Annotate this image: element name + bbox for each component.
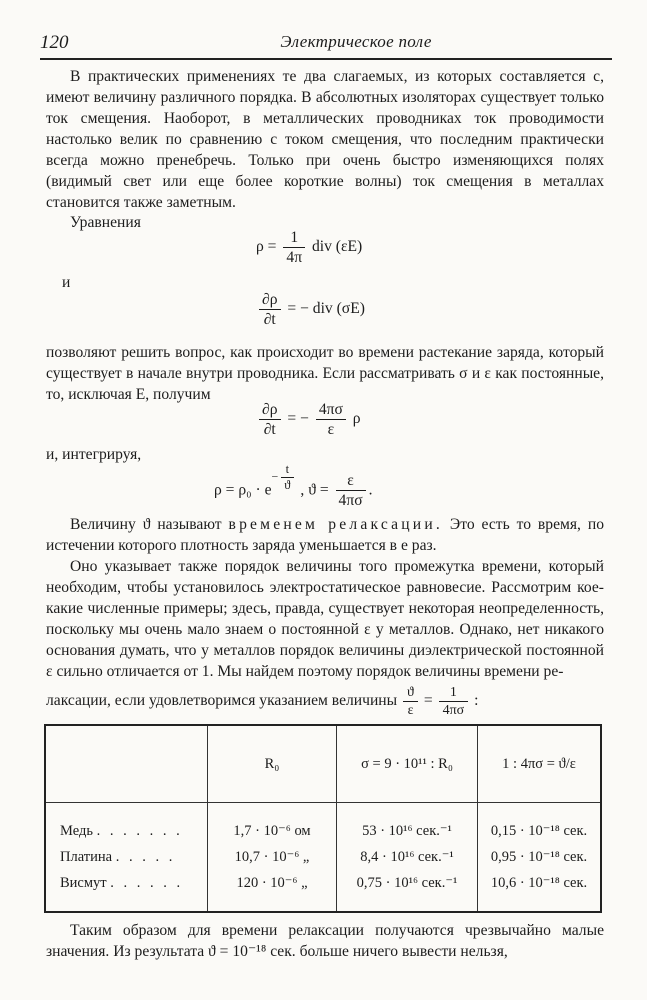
- paragraph-1: В практических применениях те два слагаемых, из которых составляется c, имеют величину различного порядка. В абсолютных изоляторах существует только ток смещения. Наоборот, в металлических проводниках ток проводимости настолько велик по сравнению с током смещения, что последним практически всегда можно пренебречь. Только при очень быстро изменяющихся полях (видимый свет или еще более короткие волны) ток смещения в металлах становится также заметным.: [46, 68, 604, 211]
- paragraph-2: позволяют решить вопрос, как происходит во времени растекание заряда, который существует в начале внутри проводника. Если рассматривать σ и ε как постоянные, то, исключая E, получим: [46, 344, 604, 403]
- header-r0: R₀: [208, 725, 337, 803]
- eq4-exponent: − $\frac{t}{ϑ}$: [272, 462, 297, 493]
- resistance-cell: 1,7 · 10⁻⁶ ом: [208, 803, 337, 845]
- conductivity-cell: 8,4 · 10¹⁶ сек.⁻¹: [337, 844, 478, 870]
- leader-dots: . . . . .: [115, 848, 176, 865]
- eq1-numerator: 1: [290, 229, 299, 246]
- p4-last: лаксации, если удовлетворимся указанием величины: [46, 692, 398, 710]
- table-row: [45, 803, 601, 845]
- eq4-lhs: ρ = ρ₀ · e: [214, 481, 272, 499]
- metal-name-text: Платина: [60, 848, 113, 865]
- resistance-cell: 10,7 · 10⁻⁶ „: [208, 844, 337, 870]
- paragraph-4-last-line: [46, 684, 478, 719]
- eq4-end: .: [368, 481, 373, 499]
- header-empty: [45, 725, 208, 803]
- metal-name-text: Медь: [60, 822, 93, 839]
- eq3-rhs: ρ: [352, 410, 361, 428]
- conductivity-cell: 53 · 10¹⁶ сек.⁻¹: [337, 803, 478, 845]
- paragraph-5: Таким образом для времени релаксации получаются чрезвычайно малые значения. Из результата ϑ = 10⁻¹⁸ сек. больше ничего вывести нельзя,: [46, 922, 604, 960]
- page-number: 120: [40, 32, 69, 53]
- eq4-numerator: ε: [347, 472, 354, 490]
- eq3-mid: = −: [287, 410, 309, 428]
- eq4-exponent-denominator: ϑ: [281, 477, 293, 493]
- eq1-lhs: ρ =: [256, 238, 277, 256]
- eq2-fraction: [259, 290, 281, 329]
- inline-num-2: 1: [449, 685, 457, 700]
- relaxation-term: временем релаксации.: [228, 516, 443, 533]
- table-row: [45, 870, 601, 912]
- eq4-exponent-numerator: t: [285, 462, 290, 476]
- eq4-denominator: 4πσ: [336, 490, 366, 510]
- eq3-denominator: ∂t: [259, 419, 281, 439]
- relaxation-time-cell: 0,95 · 10⁻¹⁸ сек.: [478, 844, 602, 870]
- running-head: [40, 32, 612, 60]
- metal-name: [45, 803, 208, 845]
- leader-dots: . . . . . .: [110, 874, 184, 891]
- equations-label: Уравнения: [70, 214, 141, 231]
- relaxation-time-cell: 0,15 · 10⁻¹⁸ сек.: [478, 803, 602, 845]
- header-tau: 1 : 4πσ = ϑ/ε: [478, 725, 602, 803]
- eq3-fraction-left: [259, 400, 281, 439]
- eq3-numerator: ∂ρ: [262, 401, 278, 418]
- paragraph-3: [46, 514, 604, 556]
- conductivity-cell: 0,75 · 10¹⁶ сек.⁻¹: [337, 870, 478, 912]
- eq3-right-denominator: ε: [316, 419, 346, 439]
- integrating-label: и, интегрируя,: [46, 446, 142, 463]
- resistance-cell: 120 · 10⁻⁶ „: [208, 870, 337, 912]
- eq1-denominator: 4π: [283, 247, 305, 267]
- eq4-exponent-fraction: [281, 462, 293, 493]
- inline-fraction-1: [403, 684, 418, 719]
- equation-decay-rate: [256, 400, 361, 439]
- eq4-mid: , ϑ =: [300, 481, 329, 499]
- eq2-denominator: ∂t: [259, 309, 281, 329]
- eq3-right-numerator: 4πσ: [318, 401, 343, 418]
- inline-den-2: 4πσ: [439, 701, 469, 719]
- eq1-fraction: [283, 228, 305, 267]
- table-row: [45, 844, 601, 870]
- equation-continuity: [256, 290, 365, 329]
- inline-end: :: [474, 692, 479, 710]
- paragraph-4: Оно указывает также порядок величины того промежутка времени, который необходим, чтобы установилось электростатическое равновесие. Рассмотрим кое-какие численные примеры; здесь, правда, существует некоторая неопределенность, поскольку мы очень мало знаем о постоянной ε у металлов. Однако, нет никакого основания думать, что у металлов порядок величины диэлектрической постоянной ε сильно отличается от 1. Мы найдем поэтому порядок величины времени ре-: [46, 558, 604, 680]
- inline-num-1: ϑ: [407, 685, 414, 700]
- leader-dots: . . . . . . .: [96, 822, 183, 839]
- metal-name: [45, 844, 208, 870]
- table-header-row: [45, 725, 601, 803]
- inline-fraction-2: [439, 684, 469, 719]
- metal-name: [45, 870, 208, 912]
- equation-charge-density: [256, 228, 362, 267]
- metal-name-text: Висмут: [60, 874, 107, 891]
- running-title: Электрическое поле: [280, 32, 432, 51]
- eq1-rhs: div (εE): [311, 238, 363, 256]
- header-sigma: σ = 9 · 10¹¹ : R₀: [337, 725, 478, 803]
- relaxation-time-cell: 10,6 · 10⁻¹⁸ сек.: [478, 870, 602, 912]
- inline-den-1: ε: [403, 701, 418, 719]
- eq2-rhs: = − div (σE): [287, 300, 365, 318]
- equation-solution: [214, 462, 373, 510]
- p3-rest: Это есть то время, по истечении которого плотность заряда уменьшается в e раз.: [46, 516, 605, 554]
- eq4-fraction: [336, 471, 366, 510]
- eq3-fraction-right: [316, 400, 346, 439]
- and-word: и: [62, 274, 71, 291]
- eq2-numerator: ∂ρ: [262, 291, 278, 308]
- inline-equals: =: [423, 692, 433, 710]
- relaxation-table: [44, 724, 602, 913]
- p3-start: Величину ϑ называют: [70, 516, 229, 533]
